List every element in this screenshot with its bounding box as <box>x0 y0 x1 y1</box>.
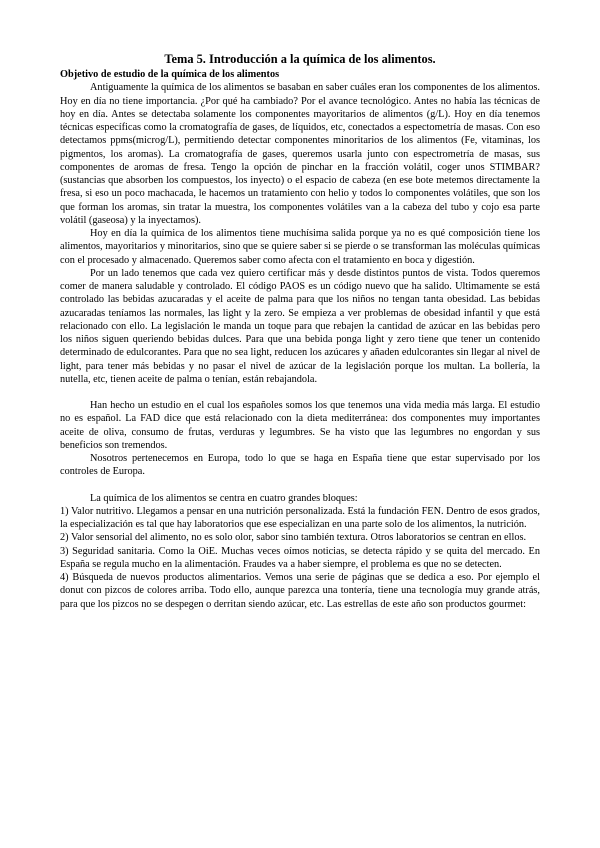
paragraph-certification: Por un lado tenemos que cada vez quiero certificar más y desde distintos puntos de vista. Todos queremos comer de manera saludable y controlado. El código PAOS es un código nuevo que ha salido. Ultimamente se está controlado las bebidas azucaradas y el aceite de palma para que los niños no tengan tanta obesidad. Las bebidas azucaradas teníamos las normales, las light y la zero. Se empieza a ver problemas de obesidad infantil y que está relacionado con ello. La legislación le manda un toque para que rebajen la cantidad de azúcar en las bebidas pero los niños siguen queriendo bebidas dulces. Para que una bebida ponga light y zero tiene que tener un contenido determinado de edulcorantes. Para que no sea light, reducen los azúcares y añaden edulcorantes sin llegar al nivel de light, para tener más bebidas y no pasar el nivel de azúcar de la legislación porque los multan. La bollería, la nutella, etc, tienen aceite de palma o tenían, están rebajandola. <box>60 267 540 385</box>
paragraph-europe: Nosotros pertenecemos en Europa, todo lo que se haga en España tiene que estar supervisado por los controles de Europa. <box>60 453 540 478</box>
document-title: Tema 5. Introducción a la química de los alimentos. <box>164 52 436 66</box>
section-heading: Objetivo de estudio de la química de los alimentos <box>60 69 280 80</box>
block-item-nutritive: 1) Valor nutritivo. Llegamos a pensar en una nutrición personalizada. Está la fundación FEN. Dentro de esos grados, la especialización es tal que hay laboratorios que ese especializan en una parte solo de los alimentos, la nutrición. <box>60 505 540 530</box>
block-item-safety: 3) Seguridad sanitaria. Como la OiE. Muchas veces oímos noticias, se detecta rápido y se quita del mercado. En España se regula mucho en la alimentación. Fraudes va a haber siempre, el problema es que no se detecten. <box>60 545 540 570</box>
paragraph-history: Antiguamente la química de los alimentos se basaban en saber cuáles eran los componentes de los alimentos. Hoy en día no tiene importancia. ¿Por qué ha cambiado? Por el avance tecnológico. Antes no había las técnicas de hoy en día. Antes se detectaba solamente los componentes mayoritarios de alimentos (g/L). Hoy en día tenemos técnicas específicas como la cromatografía de gases, de líquidos, etc, conectados a espectometría de masas. Con eso detectamos ppms(microg/L), permitiendo detectar componentes minoritarios de los alimentos (Fe, vitaminas, los pigmentos, los aromas). La cromatografía de gases, queremos usarla junto con espectrometría de masas, sus componentes de aromas de fresa. Tengo la opción de pinchar en la fracción volátil, coger unos STIMBAR? (sustancias que absorben los compuestos, los inyecto) o el espacio de cabeza (en ese bote metemos directamente la fresa, si eso un poco machacada, le hacemos un tratamiento con helio y todos lo componentes volátiles, que son los que forman los aromas, sin tratar la muestra, los componentes volátiles van a la cabeza del tubo y cojo esa parte volátil (gaseosa) y la inyectamos). <box>60 82 540 226</box>
spacer <box>60 386 540 399</box>
paragraph-study: Han hecho un estudio en el cual los españoles somos los que tenemos una vida media más larga. El estudio no es español. La FAD dice que está relacionado con la dieta mediterránea: dos componentes muy importantes aceite de oliva, consumo de frutas, verduras y legumbres. Se ha visto que las legumbres no engordan y sus beneficios son tremendos. <box>60 400 540 451</box>
paragraph-blocks-intro: La química de los alimentos se centra en cuatro grandes bloques: <box>90 492 358 504</box>
spacer <box>60 479 540 492</box>
block-item-sensory: 2) Valor sensorial del alimento, no es solo olor, sabor sino también textura. Otros laboratorios se centran en ellos. <box>60 532 527 544</box>
paragraph-today: Hoy en día la química de los alimentos tiene muchísima salida porque ya no es qué composición tiene los alimentos, mayoritarios y minoritarios, sino que se quiere saber si se pierde o se transforman las moléculas químicas con el procesado y almacenado. Queremos saber como afecta con el tratamiento en boca y digestión. <box>60 228 540 266</box>
block-item-new-products: 4) Búsqueda de nuevos productos alimentarios. Vemos una serie de páginas que se dedica a eso. Por ejemplo el donut con pizcos de colores arriba. Todo ello, aunque parezca una tontería, tiene una tecnología muy grande atrás, para que los pizcos no se despegen o derritan siendo azúcar, etc. Las estrellas de este año son productos gourmet: <box>60 572 540 610</box>
